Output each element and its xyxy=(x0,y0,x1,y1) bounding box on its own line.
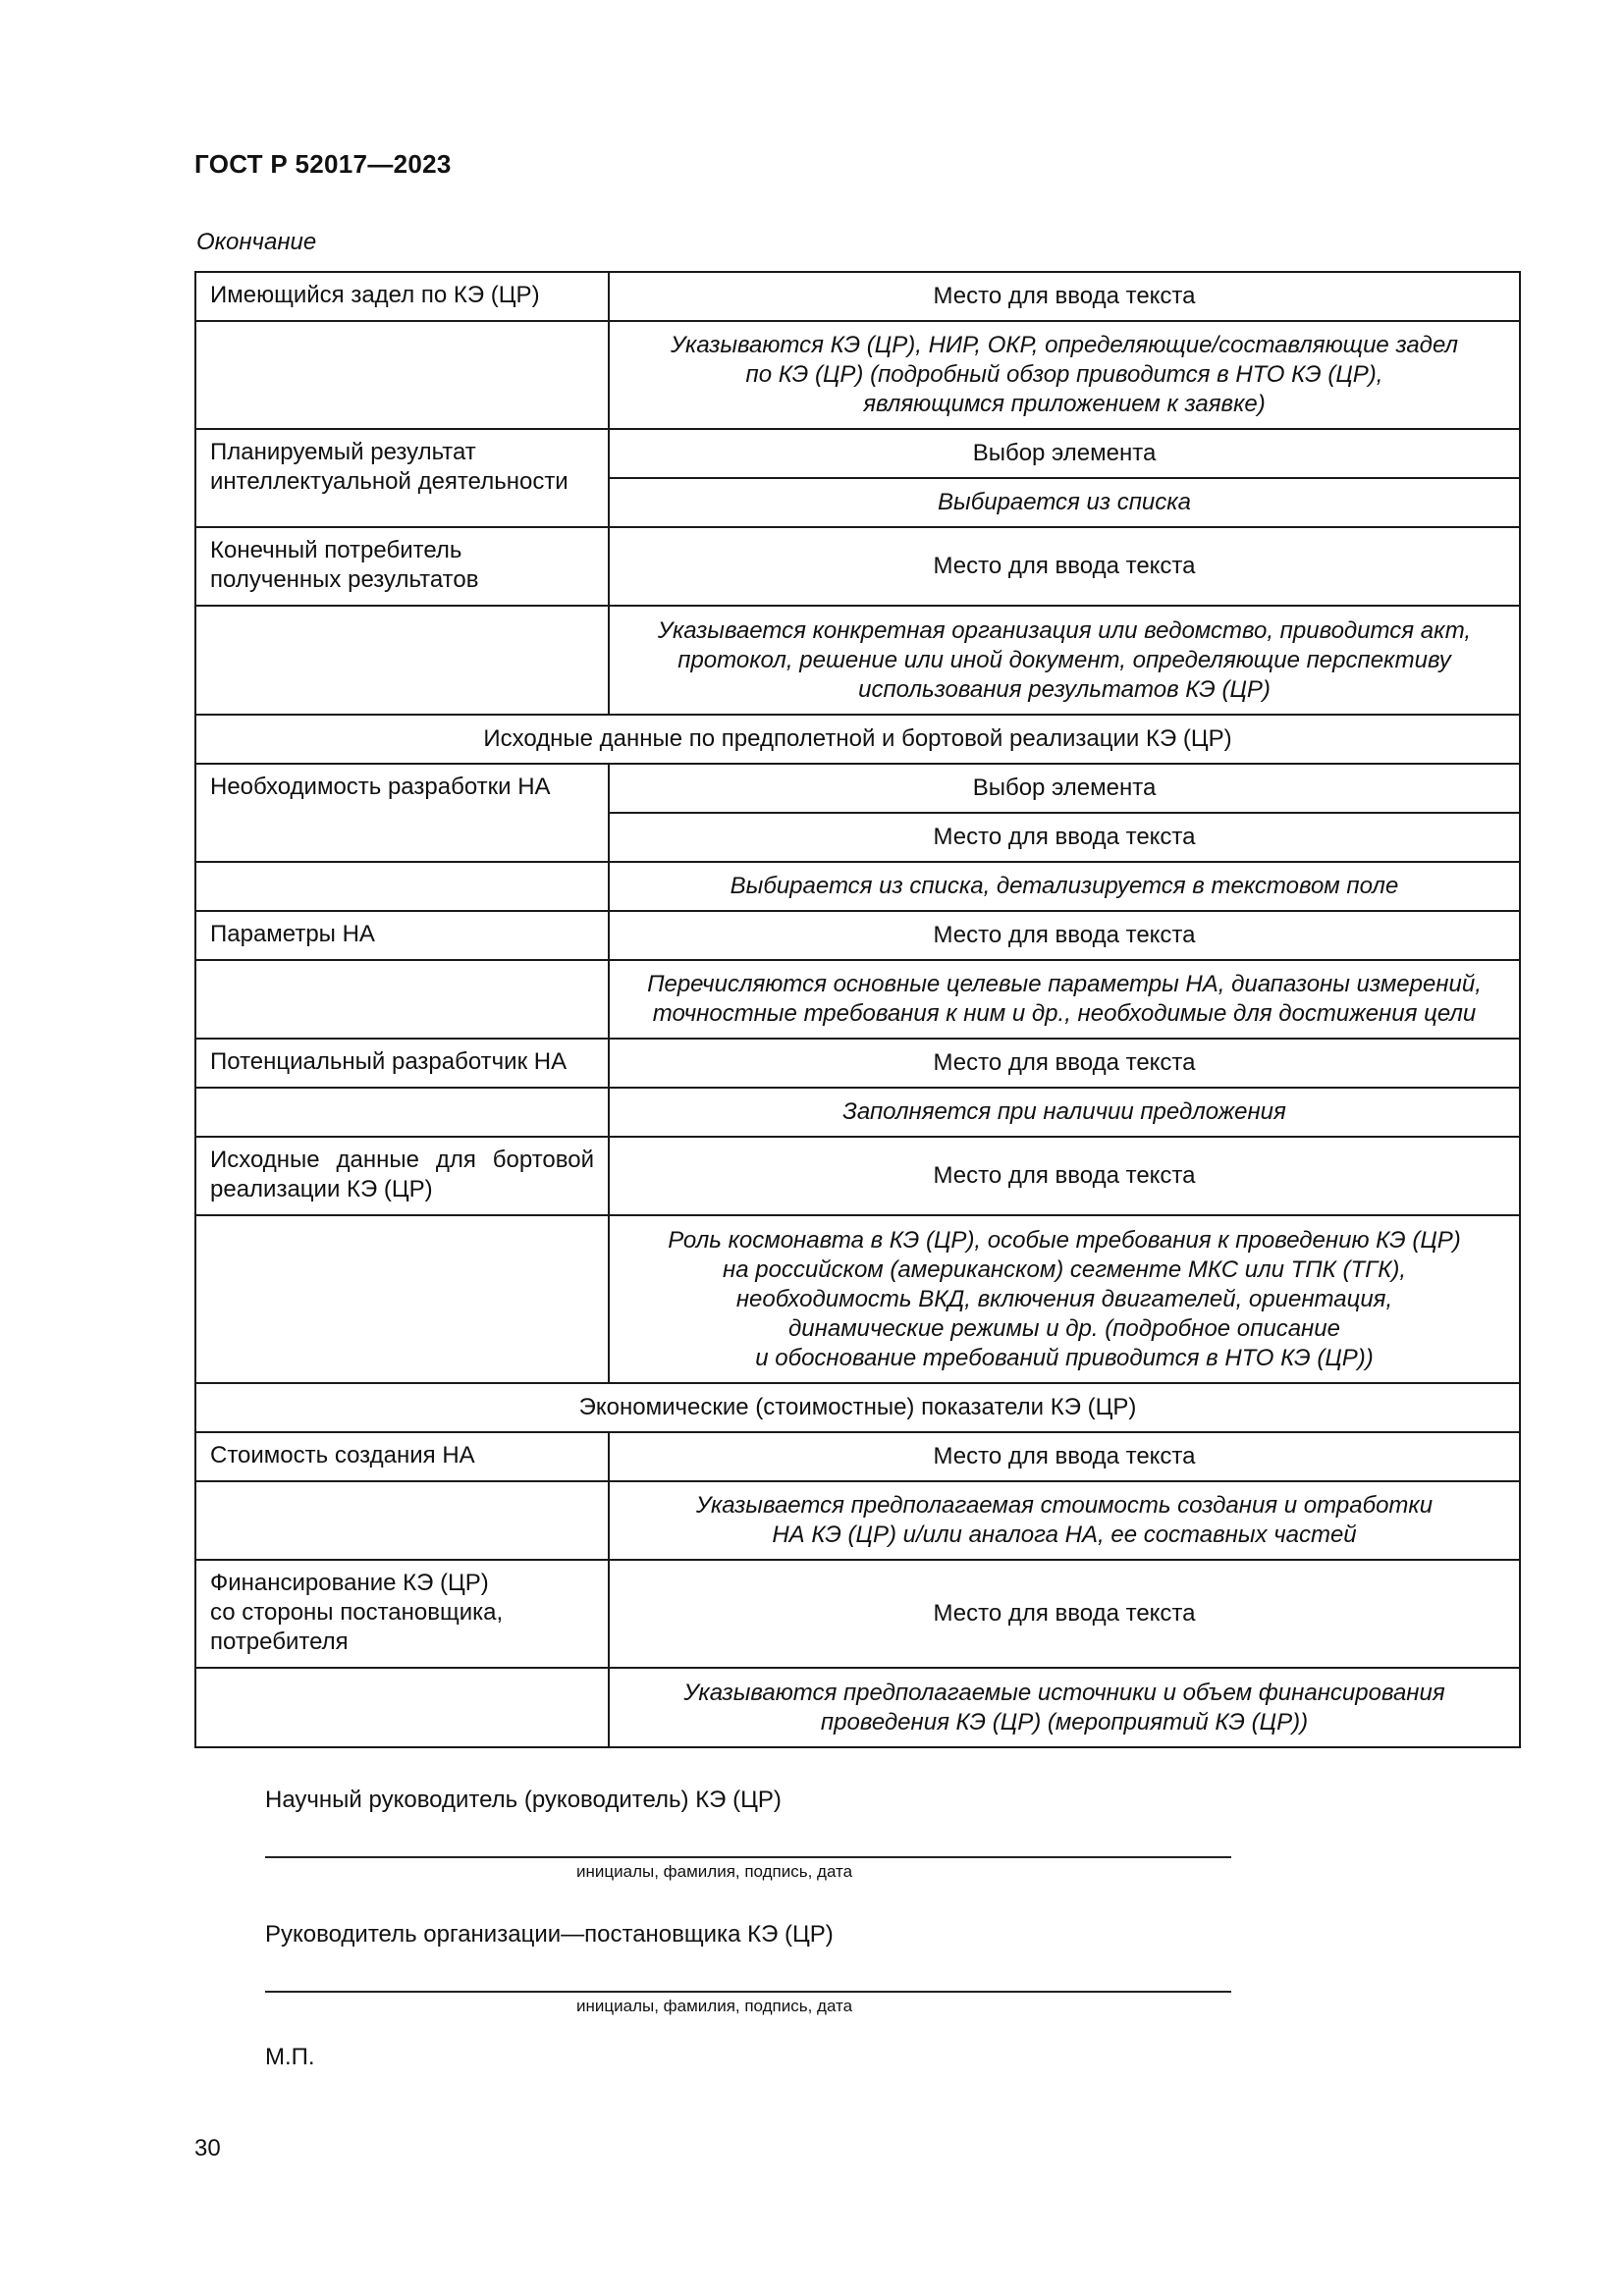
page-number: 30 xyxy=(194,2135,221,2162)
row-label-potential-developer: Потенциальный разработчик НА xyxy=(195,1039,609,1088)
text-input-field[interactable]: Место для ввода текста xyxy=(609,1560,1520,1668)
empty-cell xyxy=(195,960,609,1039)
text-input-field[interactable]: Место для ввода текста xyxy=(609,813,1520,862)
text-input-field[interactable]: Место для ввода текста xyxy=(609,1432,1520,1481)
table-row xyxy=(195,321,1520,429)
signature-line xyxy=(265,1856,1231,1858)
table-row xyxy=(195,1088,1520,1137)
field-hint: Перечисляются основные целевые параметры НА, диапазоны измерений, точностные требования к ним и др., необходимые для достижения цели xyxy=(609,960,1520,1039)
text-input-field[interactable]: Место для ввода текста xyxy=(609,1039,1520,1088)
table-row xyxy=(195,1137,1520,1215)
select-element-field[interactable]: Выбор элемента xyxy=(609,764,1520,813)
row-label-creation-cost: Стоимость создания НА xyxy=(195,1432,609,1481)
field-hint: Выбирается из списка xyxy=(609,478,1520,527)
table-row xyxy=(195,1481,1520,1560)
table-row xyxy=(195,911,1520,960)
table-row xyxy=(195,527,1520,606)
field-hint: Роль космонавта в КЭ (ЦР), особые требования к проведению КЭ (ЦР) на российском (американском) сегменте МКС или ТПК (ТГК), необходимость ВКД, включения двигателей, ориентация, динамические режимы и др. (подробное описание и обоснование требований приводится в НТО КЭ (ЦР)) xyxy=(609,1215,1520,1383)
field-hint: Указывается конкретная организация или ведомство, приводится акт, протокол, решение или иной документ, определяющие перспективу использования результатов КЭ (ЦР) xyxy=(609,606,1520,715)
field-hint: Указываются КЭ (ЦР), НИР, ОКР, определяющие/составляющие задел по КЭ (ЦР) (подробный обзор приводится в НТО КЭ (ЦР), являющимся приложением к заявке) xyxy=(609,321,1520,429)
text-input-field[interactable]: Место для ввода текста xyxy=(609,527,1520,606)
table-row xyxy=(195,1215,1520,1383)
signature-line xyxy=(265,1991,1231,1993)
table-row xyxy=(195,1560,1520,1668)
empty-cell xyxy=(195,1088,609,1137)
stamp-placeholder: М.П. xyxy=(265,2044,315,2070)
empty-cell xyxy=(195,1481,609,1560)
application-form-table xyxy=(194,271,1521,1748)
table-row xyxy=(195,715,1520,764)
field-hint: Выбирается из списка, детализируется в текстовом поле xyxy=(609,862,1520,911)
empty-cell xyxy=(195,321,609,429)
empty-cell xyxy=(195,862,609,911)
signature-line-hint: инициалы, фамилия, подпись, дата xyxy=(576,1997,853,2015)
empty-cell xyxy=(195,606,609,715)
table-row xyxy=(195,764,1520,813)
document-header: ГОСТ Р 52017—2023 xyxy=(194,149,452,179)
field-hint: Указываются предполагаемые источники и объем финансирования проведения КЭ (ЦР) (мероприятий КЭ (ЦР)) xyxy=(609,1668,1520,1747)
table-row xyxy=(195,1432,1520,1481)
select-element-field[interactable]: Выбор элемента xyxy=(609,429,1520,478)
row-label-planned-result: Планируемый результат интеллектуальной деятельности xyxy=(195,429,609,527)
signature-caption-scientific-lead: Научный руководитель (руководитель) КЭ (ЦР) xyxy=(265,1787,782,1813)
section-heading-initial-data: Исходные данные по предполетной и бортовой реализации КЭ (ЦР) xyxy=(195,715,1520,764)
row-label-financing: Финансирование КЭ (ЦР) со стороны постановщика, потребителя xyxy=(195,1560,609,1668)
text-input-field[interactable]: Место для ввода текста xyxy=(609,272,1520,321)
empty-cell xyxy=(195,1668,609,1747)
signature-line-hint: инициалы, фамилия, подпись, дата xyxy=(576,1862,853,1881)
text-input-field[interactable]: Место для ввода текста xyxy=(609,911,1520,960)
row-label-onboard-data: Исходные данные для бортовой реализации КЭ (ЦР) xyxy=(195,1137,609,1215)
signature-caption-org-head: Руководитель организации—постановщика КЭ (ЦР) xyxy=(265,1921,834,1948)
row-label-equipment-params: Параметры НА xyxy=(195,911,609,960)
row-label-end-consumer: Конечный потребитель полученных результатов xyxy=(195,527,609,606)
text-input-field[interactable]: Место для ввода текста xyxy=(609,1137,1520,1215)
row-label-existing-groundwork: Имеющийся задел по КЭ (ЦР) xyxy=(195,272,609,321)
table-continuation-label: Окончание xyxy=(196,229,317,255)
table-row xyxy=(195,606,1520,715)
empty-cell xyxy=(195,1215,609,1383)
table-row xyxy=(195,1383,1520,1432)
table-row xyxy=(195,429,1520,478)
row-label-equipment-need: Необходимость разработки НА xyxy=(195,764,609,862)
section-heading-economic: Экономические (стоимостные) показатели КЭ (ЦР) xyxy=(195,1383,1520,1432)
field-hint: Заполняется при наличии предложения xyxy=(609,1088,1520,1137)
table-row xyxy=(195,862,1520,911)
table-row xyxy=(195,1039,1520,1088)
field-hint: Указывается предполагаемая стоимость создания и отработки НА КЭ (ЦР) и/или аналога НА, ее составных частей xyxy=(609,1481,1520,1560)
table-row xyxy=(195,1668,1520,1747)
table-row xyxy=(195,960,1520,1039)
table-row xyxy=(195,272,1520,321)
